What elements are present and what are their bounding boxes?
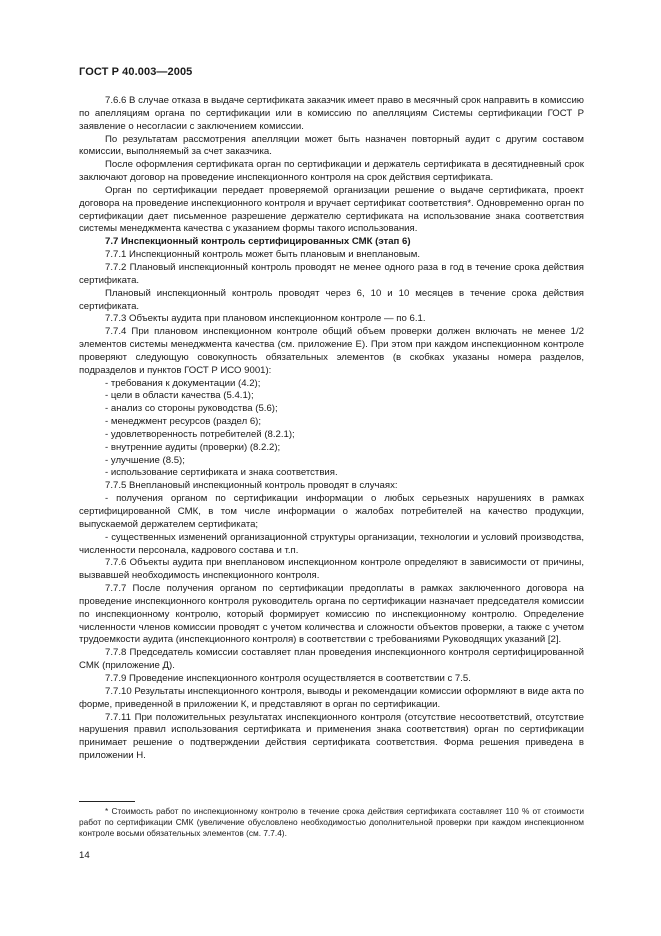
paragraph-7-7-8: 7.7.8 Председатель комиссии составляет план проведения инспекционного контроля сертифицированной СМК (приложение Д). bbox=[79, 647, 584, 672]
list-item: - использование сертификата и знака соответствия. bbox=[105, 467, 338, 479]
paragraph-7-7-5: 7.7.5 Внеплановый инспекционный контроль проводят в случаях: bbox=[105, 480, 398, 492]
paragraph-7-7-11: 7.7.11 При положительных результатах инспекционного контроля (отсутствие несоответствий, отсутствие нарушения правил использования сертификата и применения знака соответствия) орган по сертификации принимает решение о подтверждении действия сертификата соответствия. Форма решения приведена в приложении Н. bbox=[79, 711, 584, 762]
paragraph-appeal-result: По результатам рассмотрения апелляции может быть назначен повторный аудит с другим составом комиссии, выполняемый за счет заказчика. bbox=[79, 133, 584, 158]
list-item: - удовлетворенность потребителей (8.2.1); bbox=[105, 428, 295, 440]
section-heading-7-7: 7.7 Инспекционный контроль сертифицированных СМК (этап 6) bbox=[105, 236, 411, 248]
paragraph-contract: После оформления сертификата орган по сертификации и держатель сертификата в десятидневный срок заключают договор на проведение инспекционного контроля на срок действия сертификата. bbox=[79, 159, 584, 184]
list-item: - улучшение (8.5); bbox=[105, 454, 185, 466]
paragraph-7-6-6: 7.6.6 В случае отказа в выдаче сертификата заказчик имеет право в месячный срок направить в комиссию по апелляциям органа по сертификации или в комиссию по апелляциям Системы сертификации ГОСТ Р заявление о несогласии с заключением комиссии. bbox=[79, 95, 584, 132]
list-item: - анализ со стороны руководства (5.6); bbox=[105, 403, 278, 415]
footnote-divider bbox=[79, 801, 135, 802]
list-item: - цели в области качества (5.4.1); bbox=[105, 390, 254, 402]
paragraph-7-7-3: 7.7.3 Объекты аудита при плановом инспекционном контроле — по 6.1. bbox=[105, 313, 426, 325]
paragraph-planned-schedule: Плановый инспекционный контроль проводят через 6, 10 и 10 месяцев в течение срока действия сертификата. bbox=[79, 287, 584, 312]
list-item: - внутренние аудиты (проверки) (8.2.2); bbox=[105, 441, 281, 453]
body-text bbox=[79, 95, 584, 763]
footnote-text: * Стоимость работ по инспекционному контролю в течение срока действия сертификата составляет 110 % от стоимости работ по сертификации СМК (увеличение обусловлено необходимостью дополнительной проверки при каждом инспекционном контроле восьми обязательных элементов (см. 7.7.4). bbox=[79, 806, 584, 838]
paragraph-7-7-4: 7.7.4 При плановом инспекционном контроле общий объем проверки должен включать не менее 1/2 элементов системы менеджмента качества (см. приложение Е). При этом при каждом инспекционном контроле проверяют следующую совокупность обязательных элементов (в скобках указаны номера разделов, подразделов и пунктов ГОСТ Р ИСО 9001): bbox=[79, 326, 584, 376]
list-item: - менеджмент ресурсов (раздел 6); bbox=[105, 416, 262, 428]
paragraph-7-7-10: 7.7.10 Результаты инспекционного контроля, выводы и рекомендации комиссии оформляют в виде акта по форме, приведенной в приложении К, и представляют в орган по сертификации. bbox=[79, 685, 584, 710]
list-item: - получения органом по сертификации информации о любых серьезных нарушениях в рамках сертифицированной СМК, в том числе информации о жалобах потребителей на качество продукции, выпускаемой держателем сертификата; bbox=[79, 493, 584, 530]
paragraph-7-7-2: 7.7.2 Плановый инспекционный контроль проводят не менее одного раза в год в течение срока действия сертификата. bbox=[79, 261, 584, 286]
footnote bbox=[79, 806, 584, 839]
list-item: - требования к документации (4.2); bbox=[105, 377, 261, 389]
list-item: - существенных изменений организационной структуры организации, технологии и условий производства, численности персонала, кадрового состава и т.п. bbox=[79, 531, 584, 556]
paragraph-certificate-handover: Орган по сертификации передает проверяемой организации решение о выдаче сертификата, проект договора на проведение инспекционного контроля и вручает сертификат соответствия*. Одновременно орган по сертификации дает письменное разрешение держателю сертификата на использование знака соответствия системы менеджмента качества с указанием формы такого использования. bbox=[79, 184, 584, 235]
running-header: ГОСТ Р 40.003—2005 bbox=[79, 66, 193, 78]
paragraph-7-7-7: 7.7.7 После получения органом по сертификации предоплаты в рамках заключенного договора на проведение инспекционного контроля руководитель органа по сертификации назначает председателя комиссии по инспекционному контролю, который формирует комиссию по инспекционному контролю. Определение численности членов комиссии проводят с учетом количества и сложности объектов проверки, а также с учетом трудоемкости аудита (инспекционного контроля) в соответствии с требованиями Руководящих указаний [2]. bbox=[79, 583, 584, 646]
page-number: 14 bbox=[79, 850, 90, 861]
paragraph-7-7-1: 7.7.1 Инспекционный контроль может быть плановым и внеплановым. bbox=[105, 249, 421, 261]
paragraph-7-7-9: 7.7.9 Проведение инспекционного контроля осуществляется в соответствии с 7.5. bbox=[105, 672, 471, 684]
paragraph-7-7-6: 7.7.6 Объекты аудита при внеплановом инспекционном контроле определяют в зависимости от причины, вызвавшей необходимость инспекционного контроля. bbox=[79, 557, 584, 582]
